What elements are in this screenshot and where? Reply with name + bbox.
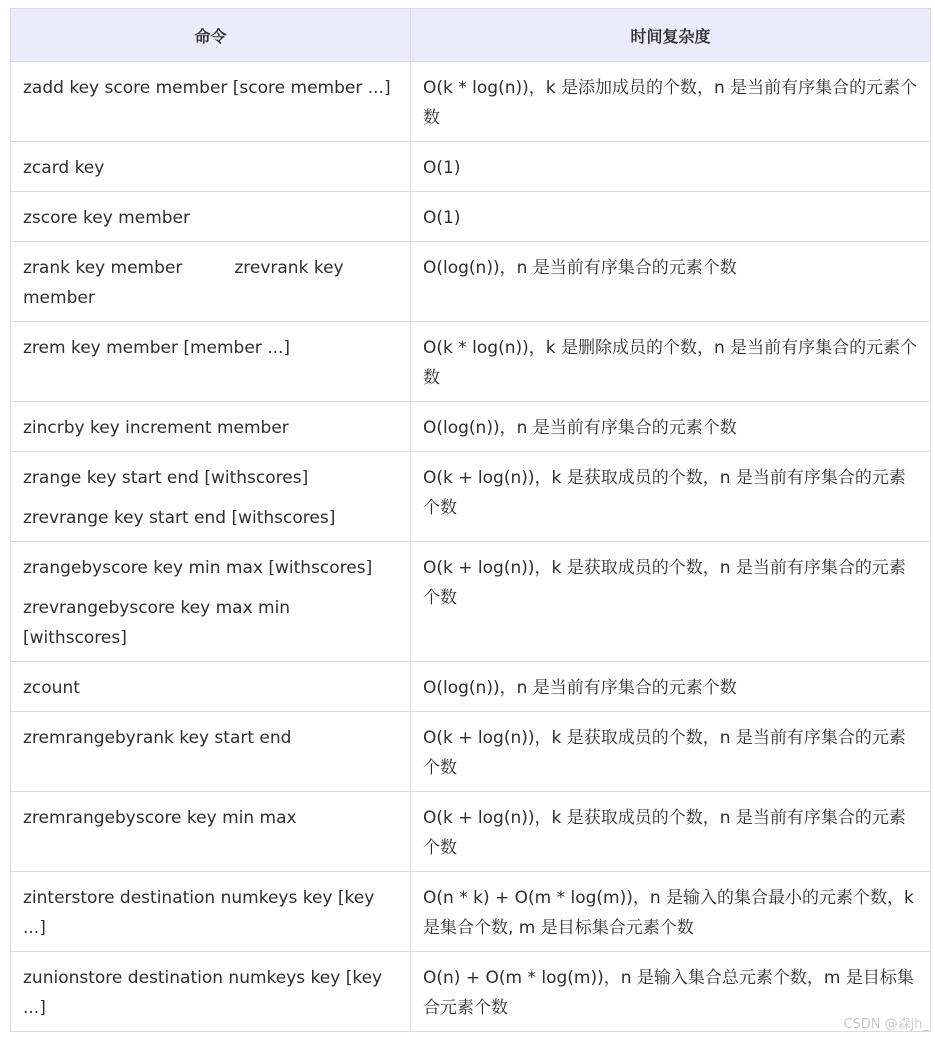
command-text: zrem key member [member ...]	[23, 338, 291, 358]
complexity-cell: O(k * log(n))，k 是删除成员的个数，n 是当前有序集合的元素个数	[411, 322, 931, 402]
command-text: zrank key member	[23, 258, 183, 278]
table-row	[11, 402, 931, 452]
table-header-row	[11, 9, 931, 62]
command-cell	[11, 322, 411, 402]
csdn-watermark: CSDN @森jh_	[843, 1017, 929, 1032]
command-cell	[11, 452, 411, 542]
complexity-cell: O(k * log(n))，k 是添加成员的个数，n 是当前有序集合的元素个数	[411, 62, 931, 142]
command-cell	[11, 712, 411, 792]
command-cell	[11, 242, 411, 322]
command-text: zrevrange key start end [withscores]	[23, 508, 336, 528]
complexity-cell: O(n * k) + O(m * log(m))，n 是输入的集合最小的元素个数，k 是集合个数, m 是目标集合元素个数	[411, 872, 931, 952]
complexity-cell: O(1)	[411, 192, 931, 242]
complexity-cell: O(1)	[411, 142, 931, 192]
table-row	[11, 452, 931, 542]
command-text: zcard key	[23, 158, 105, 178]
command-cell	[11, 662, 411, 712]
command-cell	[11, 542, 411, 662]
complexity-cell: O(k + log(n))，k 是获取成员的个数，n 是当前有序集合的元素个数	[411, 452, 931, 542]
command-cell	[11, 192, 411, 242]
command-text: zincrby key increment member	[23, 418, 289, 438]
command-text: zremrangebyscore key min max	[23, 808, 297, 828]
complexity-cell: O(k + log(n))，k 是获取成员的个数，n 是当前有序集合的元素个数	[411, 712, 931, 792]
command-cell	[11, 402, 411, 452]
complexity-cell: O(k + log(n))，k 是获取成员的个数，n 是当前有序集合的元素个数	[411, 542, 931, 662]
command-text: zunionstore destination numkeys key [key ...]	[23, 968, 383, 1018]
table-row	[11, 792, 931, 872]
command-cell	[11, 792, 411, 872]
table-row	[11, 542, 931, 662]
table-row	[11, 712, 931, 792]
table-row	[11, 142, 931, 192]
command-text: zinterstore destination numkeys key [key ...]	[23, 888, 375, 938]
table-row	[11, 952, 931, 1032]
header-complexity: 时间复杂度	[411, 9, 931, 62]
command-cell	[11, 872, 411, 952]
complexity-table	[10, 8, 931, 1032]
complexity-cell: O(log(n))，n 是当前有序集合的元素个数	[411, 242, 931, 322]
command-text: zrange key start end [withscores]	[23, 468, 309, 488]
table-row	[11, 62, 931, 142]
command-text: zadd key score member [score member ...]	[23, 78, 391, 98]
table-row	[11, 192, 931, 242]
table-row	[11, 242, 931, 322]
command-cell	[11, 62, 411, 142]
complexity-cell: O(log(n))，n 是当前有序集合的元素个数	[411, 662, 931, 712]
command-text: zremrangebyrank key start end	[23, 728, 292, 748]
header-command: 命令	[11, 9, 411, 62]
command-text: zcount	[23, 678, 80, 698]
complexity-cell: O(n) + O(m * log(m))，n 是输入集合总元素个数，m 是目标集合元素个数	[411, 952, 931, 1032]
command-text: zrevrank key member	[23, 258, 344, 308]
complexity-cell: O(log(n))，n 是当前有序集合的元素个数	[411, 402, 931, 452]
table-row	[11, 322, 931, 402]
complexity-table-container	[10, 8, 930, 1032]
complexity-cell: O(k + log(n))，k 是获取成员的个数，n 是当前有序集合的元素个数	[411, 792, 931, 872]
command-cell	[11, 952, 411, 1032]
table-row	[11, 662, 931, 712]
command-text: zscore key member	[23, 208, 190, 228]
command-cell	[11, 142, 411, 192]
command-text: zrangebyscore key min max [withscores]	[23, 558, 373, 578]
table-row	[11, 872, 931, 952]
command-text: zrevrangebyscore key max min [withscores]	[23, 598, 291, 648]
